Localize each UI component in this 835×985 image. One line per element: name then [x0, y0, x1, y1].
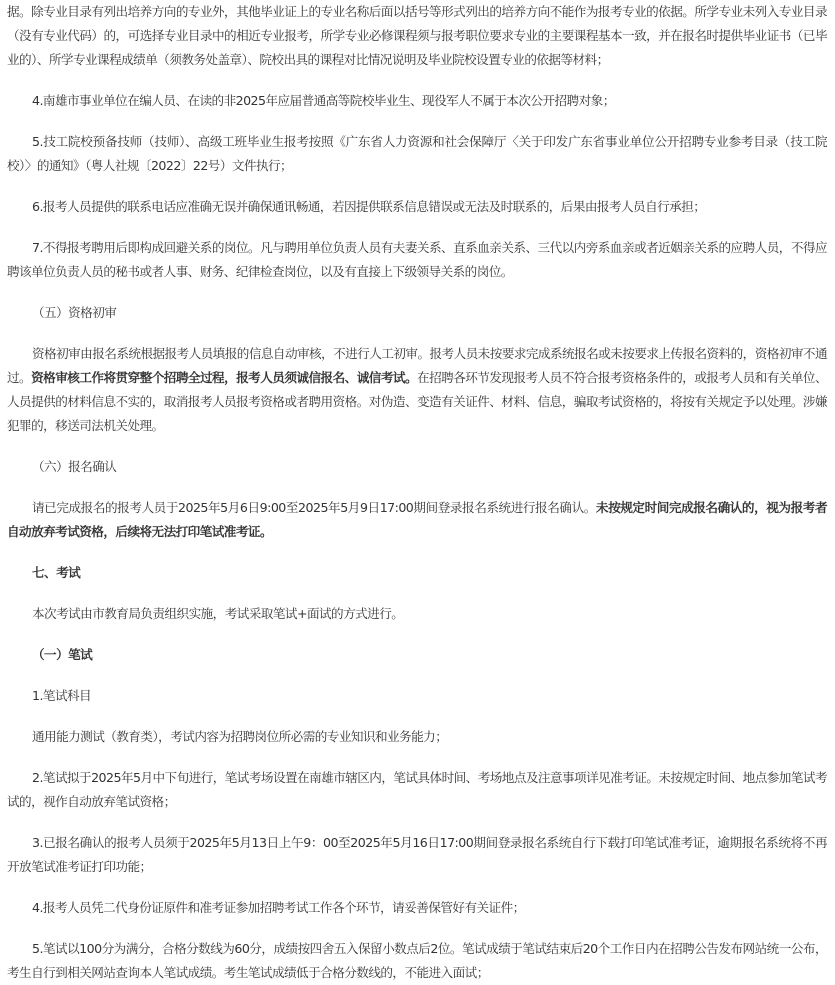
paragraph-registration-confirmation: [7, 496, 827, 544]
paragraph-exam-subject-text: 通用能力测试（教育类），考试内容为招聘岗位所必需的专业知识和业务能力；: [32, 729, 448, 744]
qualification-review-text-rest: 在招聘各环节发现报考人员不符合报考资格条件的，或报考人员和有关单位、人员提供的材料信息不实的，取消报考人员报考资格或者聘用资格。对伪造、变造有关证件、材料、信息，骗取考试资格的，将按有关规定予以处理。涉嫌犯罪的，移送司法机关处理。: [7, 370, 827, 433]
paragraph-item-5: 5.技工院校预备技师（技师）、高级工班毕业生报考按照《广东省人力资源和社会保障厅〈关于印发广东省事业单位公开招聘专业参考目录（技工院校）〉的通知》（粤人社规〔2022〕22号）文件执行；: [7, 134, 827, 173]
paragraph-exam-item-3: 3.已报名确认的报考人员须于2025年5月13日上午9：00至2025年5月16日17:00期间登录报名系统自行下载打印笔试准考证，逾期报名系统将不再开放笔试准考证打印功能；: [7, 835, 827, 874]
registration-confirmation-text: 请已完成报名的报考人员于2025年5月6日9:00至2025年5月9日17:00期间登录报名系统进行报名确认。: [32, 500, 596, 515]
paragraph-item-4: 4.南雄市事业单位在编人员、在读的非2025年应届普通高等院校毕业生、现役军人不属于本次公开招聘对象；: [32, 93, 615, 108]
section-title-registration-confirmation: （六）报名确认: [32, 459, 117, 474]
paragraph-item-7: 7.不得报考聘用后即构成回避关系的岗位。凡与聘用单位负责人员有夫妻关系、直系血亲关系、三代以内旁系血亲或者近姻亲关系的应聘人员，不得应聘该单位负责人员的秘书或者人事、财务、纪律检查岗位，以及有直接上下级领导关系的岗位。: [7, 240, 827, 279]
subsection-title-written-exam: （一）笔试: [32, 647, 93, 662]
paragraph-exam-item-5: 5.笔试以100分为满分，合格分数线为60分，成绩按四舍五入保留小数点后2位。笔试成绩于笔试结束后20个工作日内在招聘公告发布网站统一公布，考生自行到相关网站查询本人笔试成绩。考生笔试成绩低于合格分数线的，不能进入面试；: [7, 941, 827, 980]
section-title-qualification-review: （五）资格初审: [32, 305, 117, 320]
registration-confirmation-bold-text: 未按规定时间完成报名确认的，视为报考者自动放弃考试资格，后续将无法打印笔试准考证。: [7, 500, 827, 539]
paragraph-exam-item-4: 4.报考人员凭二代身份证原件和准考证参加招聘考试工作各个环节，请妥善保管好有关证件；: [32, 900, 525, 915]
chapter-title-exam: 七、考试: [32, 565, 81, 580]
paragraph-exam-item-2: 2.笔试拟于2025年5月中下旬进行，笔试考场设置在南雄市辖区内，笔试具体时间、考场地点及注意事项详见准考证。未按规定时间、地点参加笔试考试的，视作自动放弃笔试资格；: [7, 770, 827, 809]
paragraph-item-6: 6.报考人员提供的联系电话应准确无误并确保通讯畅通，若因提供联系信息错误或无法及时联系的，后果由报考人员自行承担；: [32, 199, 706, 214]
qualification-review-bold-text: 资格审核工作将贯穿整个招聘全过程，报考人员须诚信报名、诚信考试。: [31, 370, 418, 385]
paragraph-major-requirements: 据。除专业目录有列出培养方向的专业外，其他毕业证上的专业名称后面以括号等形式列出的培养方向不能作为报考专业的依据。所学专业未列入专业目录（没有专业代码）的，可选择专业目录中的相近专业报考，所学专业必修课程须与报考职位要求专业的主要课程基本一致，并在报名时提供毕业证书（已毕业的）、所学专业课程成绩单（须教务处盖章）、院校出具的课程对比情况说明及毕业院校设置专业的依据等材料；: [7, 4, 827, 67]
paragraph-exam-subject-title: 1.笔试科目: [32, 688, 92, 703]
paragraph-exam-intro: 本次考试由市教育局负责组织实施，考试采取笔试+面试的方式进行。: [32, 606, 404, 621]
paragraph-qualification-review: [7, 342, 827, 438]
qualification-review-text: 资格初审由报名系统根据报考人员填报的信息自动审核，不进行人工初审。报考人员未按要求完成系统报名或未按要求上传报名资料的，资格初审不通过。: [7, 346, 827, 385]
